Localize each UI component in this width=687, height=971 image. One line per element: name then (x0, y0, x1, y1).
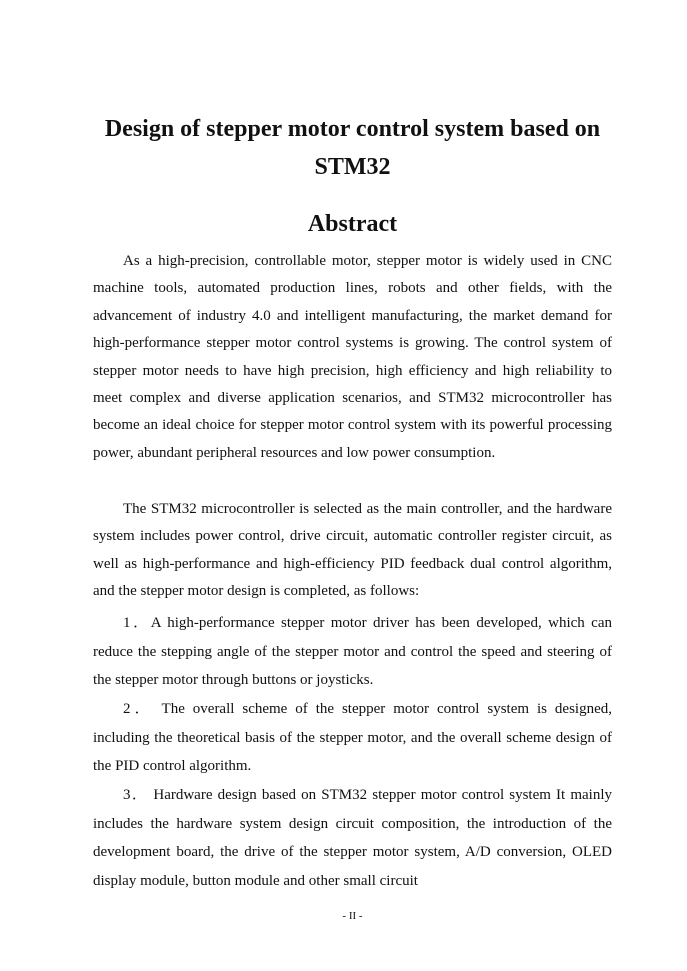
abstract-heading: Abstract (307, 211, 398, 237)
page-number: - II - (342, 910, 363, 922)
list-item-2: 2． The overall scheme of the stepper motor control system is designed, including the theoretical basis of the stepper motor, and the overall scheme design of the PID control algorithm. (93, 701, 612, 775)
list-item-1: 1．A high-performance stepper motor driver has been developed, which can reduce the stepping angle of the stepper motor and control the speed and steering of the stepper motor through buttons or joysticks. (93, 615, 612, 689)
list-item-3: 3． Hardware design based on STM32 stepper motor control system It mainly includes the hardware system design circuit composition, the introduction of the development board, the drive of the stepper motor system, A/D conversion, OLED display module, button module and other small circuit (93, 787, 612, 890)
title-line-2: STM32 (314, 154, 391, 180)
title-line-1: Design of stepper motor control system based on (104, 116, 601, 142)
paragraph-2: The STM32 microcontroller is selected as the main controller, and the hardware system includes power control, drive circuit, automatic controller register circuit, as well as high-performance and high-efficiency PID feedback dual control algorithm, and the stepper motor design is completed, as follows: (93, 501, 612, 600)
paragraph-1: As a high-precision, controllable motor, stepper motor is widely used in CNC machine tools, automated production lines, robots and other fields, with the advancement of industry 4.0 and intelligent manufacturing, the market demand for high-performance stepper motor control systems is growing. The control system of stepper motor needs to have high precision, high efficiency and high reliability to meet complex and diverse application scenarios, and STM32 microcontroller has become an ideal choice for stepper motor control system with its powerful processing power, abundant peripheral resources and low power consumption. (93, 253, 612, 461)
